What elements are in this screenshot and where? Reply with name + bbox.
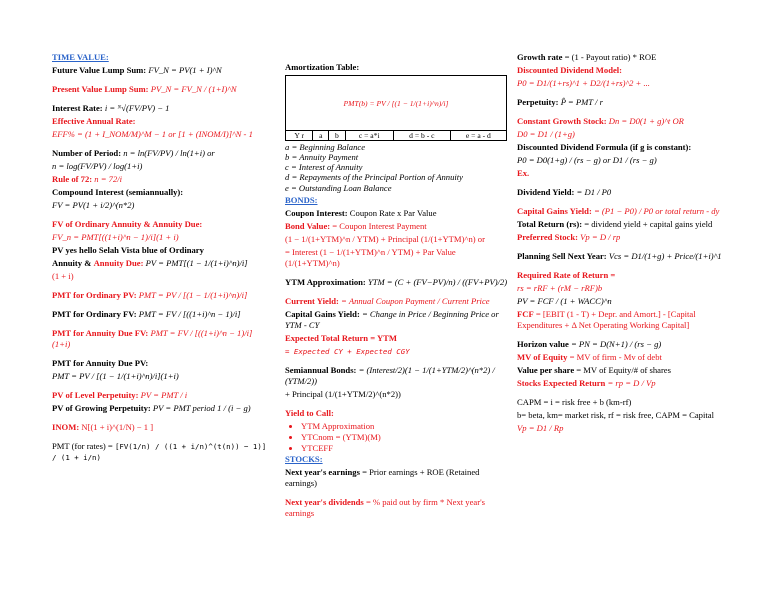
legend-b: b = Annuity Payment	[285, 152, 359, 163]
fv-ordinary-formula: FV_n = PMT[((1+i)^n − 1)/i](1 + i)	[52, 232, 179, 242]
amortization-title: Amortization Table:	[285, 62, 360, 72]
horizon-label: Horizon value	[517, 339, 569, 349]
stocks-expected-return-label: Stocks Expected Return	[517, 378, 606, 388]
amort-header-yr: Y r	[286, 131, 313, 141]
time-value-column	[52, 52, 270, 465]
fcf-label: FCF	[517, 309, 534, 319]
pmt-rates-formula: [FV(1/n) / ((1 + i/n)^(t(n)) − 1)] / (1 + i/n)	[52, 442, 267, 462]
pv-annuity-tail: (1 + i)	[52, 271, 74, 281]
semiannual-line2: + Principal (1/(1+YTM/2)^(n*2))	[285, 388, 401, 399]
etr-formula: = Expected CY + Expected CGY	[285, 346, 410, 356]
ear-label: Effective Annual Rate:	[52, 116, 136, 126]
amortization-formula: PMT(b) = PV / [(1 − 1/(1+i)^n)/i]	[343, 98, 449, 108]
stocks-expected-return-formula: = rp = D / Vp	[607, 378, 656, 388]
rrr-formula: rs = rRF + (rM − rRF)b	[517, 283, 603, 293]
inom-formula: N[(1 + i)^(1/N) − 1 ]	[81, 422, 154, 432]
constant-growth-formula: Dn = D0(1 + g)^t OR	[608, 116, 684, 126]
pmt-due-fv-formula: PMT = FV / [((1+i)^n − 1)/i](1+i)	[52, 328, 253, 349]
time-value-heading: TIME VALUE:	[52, 52, 109, 62]
rule72-formula: n = 72/i	[94, 174, 123, 184]
amort-header-a: a	[313, 131, 329, 141]
total-return-formula: = dividend yield + capital gains yield	[584, 219, 713, 229]
bond-value-label: Bond Value:	[285, 220, 331, 231]
pv-annuity-label-a: Annuity &	[52, 258, 92, 268]
amortization-formula-cell	[286, 76, 507, 131]
ddm-label: Discounted Dividend Model:	[517, 65, 623, 75]
next-earnings-formula: = Prior earnings + ROE (Retained earnings)	[285, 467, 480, 489]
horizon-formula: = PN = D(N+1) / (rs − g)	[570, 339, 662, 349]
pv-ordinary-text: PV yes hello Selah Vista blue of Ordinary	[52, 245, 204, 255]
amort-header-b: b	[329, 131, 345, 141]
planning-label: Planning Sell Next Year:	[517, 251, 607, 261]
amort-header-d: d = b - c	[393, 131, 450, 141]
legend-d: d = Repayments of the Principal Portion of Annuity	[285, 172, 463, 183]
growth-formula: = (1 - Payout ratio) * ROE	[564, 52, 657, 62]
vp-formula: Vp = D1 / Rp	[517, 423, 564, 433]
dividend-yield-formula: = D1 / P0	[576, 187, 612, 197]
pv-growing-label: PV of Growing Perpetuity:	[52, 403, 151, 413]
next-dividends-label: Next year's dividends	[285, 497, 364, 508]
interest-rate-formula: i = ᴺ√(FV/PV) − 1	[104, 103, 170, 113]
ddf-formula: P0 = D0(1+g) / (rs − g) or D1 / (rs − g)	[517, 155, 657, 165]
etr-label: Expected Total Return = YTM	[285, 332, 397, 343]
fv-lump-label: Future Value Lump Sum:	[52, 65, 147, 75]
ytc-item: • YTCEFF	[301, 443, 510, 454]
pv-annuity-formula: PV = PMT[(1 − 1/(1+i)^n)/i]	[145, 258, 248, 268]
bonds-heading: BONDS:	[285, 194, 318, 205]
total-return-label: Total Return (rs):	[517, 219, 583, 229]
dividend-yield-label: Dividend Yield:	[517, 187, 575, 197]
capital-gains-yield-formula: = (P1 − P0) / P0 or total return - dy	[593, 206, 720, 216]
pv-lump-label: Present Value Lump Sum:	[52, 84, 149, 94]
ytm-label: YTM Approximation:	[285, 276, 366, 287]
legend-a: a = Beginning Balance	[285, 142, 366, 152]
capm-text-2: b= beta, km= market risk, rf = risk free, CAPM = Capital	[517, 410, 714, 420]
fv-lump-formula: FV_N = PV(1 + I)^N	[148, 65, 222, 75]
ytc-list	[285, 421, 510, 455]
pmt-ord-pv-label: PMT for Ordinary PV:	[52, 290, 137, 300]
bond-value-line3: = Interest (1 − 1/(1+YTM)^n / YTM) + Par Value (1/(1+YTM)^n)	[285, 246, 456, 268]
pmt-due-pv-formula: PMT = PV / [(1 − 1/(1+i)^n)/i](1+i)	[52, 371, 179, 381]
ddm-formula: P0 = D1/(1+rs)^1 + D2/(1+rs)^2 + ...	[517, 78, 650, 88]
amort-header-c: c = a*i	[345, 131, 393, 141]
value-per-share-formula: = MV of Equity/# of shares	[576, 365, 671, 375]
stocks-heading: STOCKS:	[285, 454, 323, 465]
coupon-label: Coupon Interest:	[285, 207, 348, 218]
planning-formula: Vcs = D1/(1+g) + Price/(1+i)^1	[608, 251, 722, 261]
coupon-formula: Coupon Rate x Par Value	[349, 207, 437, 218]
constant-growth-label: Constant Growth Stock:	[517, 116, 607, 126]
ear-formula: EFF% = (1 + I_NOM/M)^M − 1 or [1 + (INOM/I)]^N - 1	[52, 129, 253, 139]
pv-level-label: PV of Level Perpetuity:	[52, 390, 139, 400]
mv-equity-label: MV of Equity	[517, 352, 568, 362]
pv-lump-formula: PV_N = FV_N / (1+I)^N	[150, 84, 237, 94]
semiannual-label: Semiannual Bonds:	[285, 364, 357, 375]
preferred-stock-label: Preferred Stock:	[517, 232, 579, 242]
preferred-stock-formula: Vp = D / rp	[580, 232, 621, 242]
pmt-rates-label: PMT (for rates) =	[52, 441, 113, 451]
ddf-label: Discounted Dividend Formula (if g is constant):	[517, 142, 692, 152]
rule72-label: Rule of 72:	[52, 174, 93, 184]
inom-label: INOM:	[52, 422, 80, 432]
pv-fcf-formula: PV = FCF / (1 + WACC)^n	[517, 296, 612, 306]
next-earnings-label: Next year's earnings	[285, 467, 360, 478]
compound-label: Compound Interest (semiannually):	[52, 187, 184, 197]
ytc-item: • YTCnom = (YTM)(M)	[301, 432, 510, 443]
nper-label: Number of Period:	[52, 148, 122, 158]
legend-c: c = Interest of Annuity	[285, 162, 363, 173]
amortization-table	[285, 75, 507, 141]
pmt-ord-pv-formula: PMT = PV / [(1 − 1/(1+i)^n)/i]	[138, 290, 248, 300]
capm-text: CAPM = i = risk free + b (km-rf)	[517, 397, 632, 407]
semiannual-formula: = (Interest/2)(1 − 1/(1+YTM/2)^(n*2) / (YTM/2))	[285, 364, 495, 386]
ytm-formula: YTM = (C + (FV−PV)/n) / ((FV+PV)/2)	[367, 276, 508, 287]
nper-formula-a: n = ln(FV/PV) / ln(1+i) or	[123, 148, 215, 158]
value-per-share-label: Value per share	[517, 365, 575, 375]
rrr-label: Required Rate of Return =	[517, 270, 616, 280]
compound-formula: FV = PV(1 + i/2)^(n*2)	[52, 200, 135, 210]
pmt-due-pv-label: PMT for Annuity Due PV:	[52, 358, 149, 368]
ytc-label: Yield to Call:	[285, 407, 334, 418]
capital-gains-yield-label: Capital Gains Yield:	[517, 206, 592, 216]
bond-value-formula: = Coupon Interest Payment	[332, 220, 427, 231]
ytc-item: • YTM Approximation	[301, 421, 510, 432]
fv-ordinary-label: FV of Ordinary Annuity & Annuity Due:	[52, 219, 203, 229]
pmt-ord-fv-label: PMT for Ordinary FV:	[52, 309, 137, 319]
stocks-column	[517, 52, 742, 436]
pv-annuity-label-b: Annuity Due:	[93, 258, 144, 268]
current-yield-label: Current Yield:	[285, 295, 339, 306]
capital-gains-label: Capital Gains Yield:	[285, 308, 360, 319]
interest-rate-label: Interest Rate:	[52, 103, 103, 113]
amortization-formula-row	[286, 76, 507, 131]
perpetuity-formula: P̂ = PMT / r	[560, 97, 603, 107]
current-yield-formula: = Annual Coupon Payment / Current Price	[341, 295, 490, 306]
next-dividends-formula: = % paid out by firm * Next year's earnings	[285, 497, 485, 519]
pv-level-formula: PV = PMT / i	[140, 390, 188, 400]
nper-formula-b: n = log(FV/PV) / log(1+i)	[52, 161, 143, 171]
bond-value-line2: (1 − 1/(1+YTM)^n / YTM) + Principal (1/(1+YTM)^n) or	[285, 233, 485, 244]
pmt-ord-fv-formula: PMT = FV / [((1+i)^n − 1)/i]	[138, 309, 241, 319]
fcf-formula: = [EBIT (1 - T) + Depr. and Amort.] - [Capital Expenditures + Δ Net Operating Working Capital]	[517, 309, 696, 330]
perpetuity-label: Perpetuity:	[517, 97, 559, 107]
amortization-header-row	[286, 131, 507, 141]
capital-gains-formula: = Change in Price / Beginning Price or YTM - CY	[285, 308, 499, 330]
ex-label: Ex.	[517, 168, 530, 178]
amort-header-e: e = a - d	[450, 131, 506, 141]
mv-equity-formula: = MV of firm - Mv of debt	[569, 352, 662, 362]
amortization-bonds-column	[285, 62, 510, 521]
pv-growing-formula: PV = PMT period 1 / (i − g)	[152, 403, 251, 413]
growth-label: Growth rate	[517, 52, 563, 62]
pmt-due-fv-label: PMT for Annuity Due FV:	[52, 328, 149, 338]
legend-e: e = Outstanding Loan Balance	[285, 182, 392, 193]
constant-growth-formula2: D0 = D1 / (1+g)	[517, 129, 575, 139]
